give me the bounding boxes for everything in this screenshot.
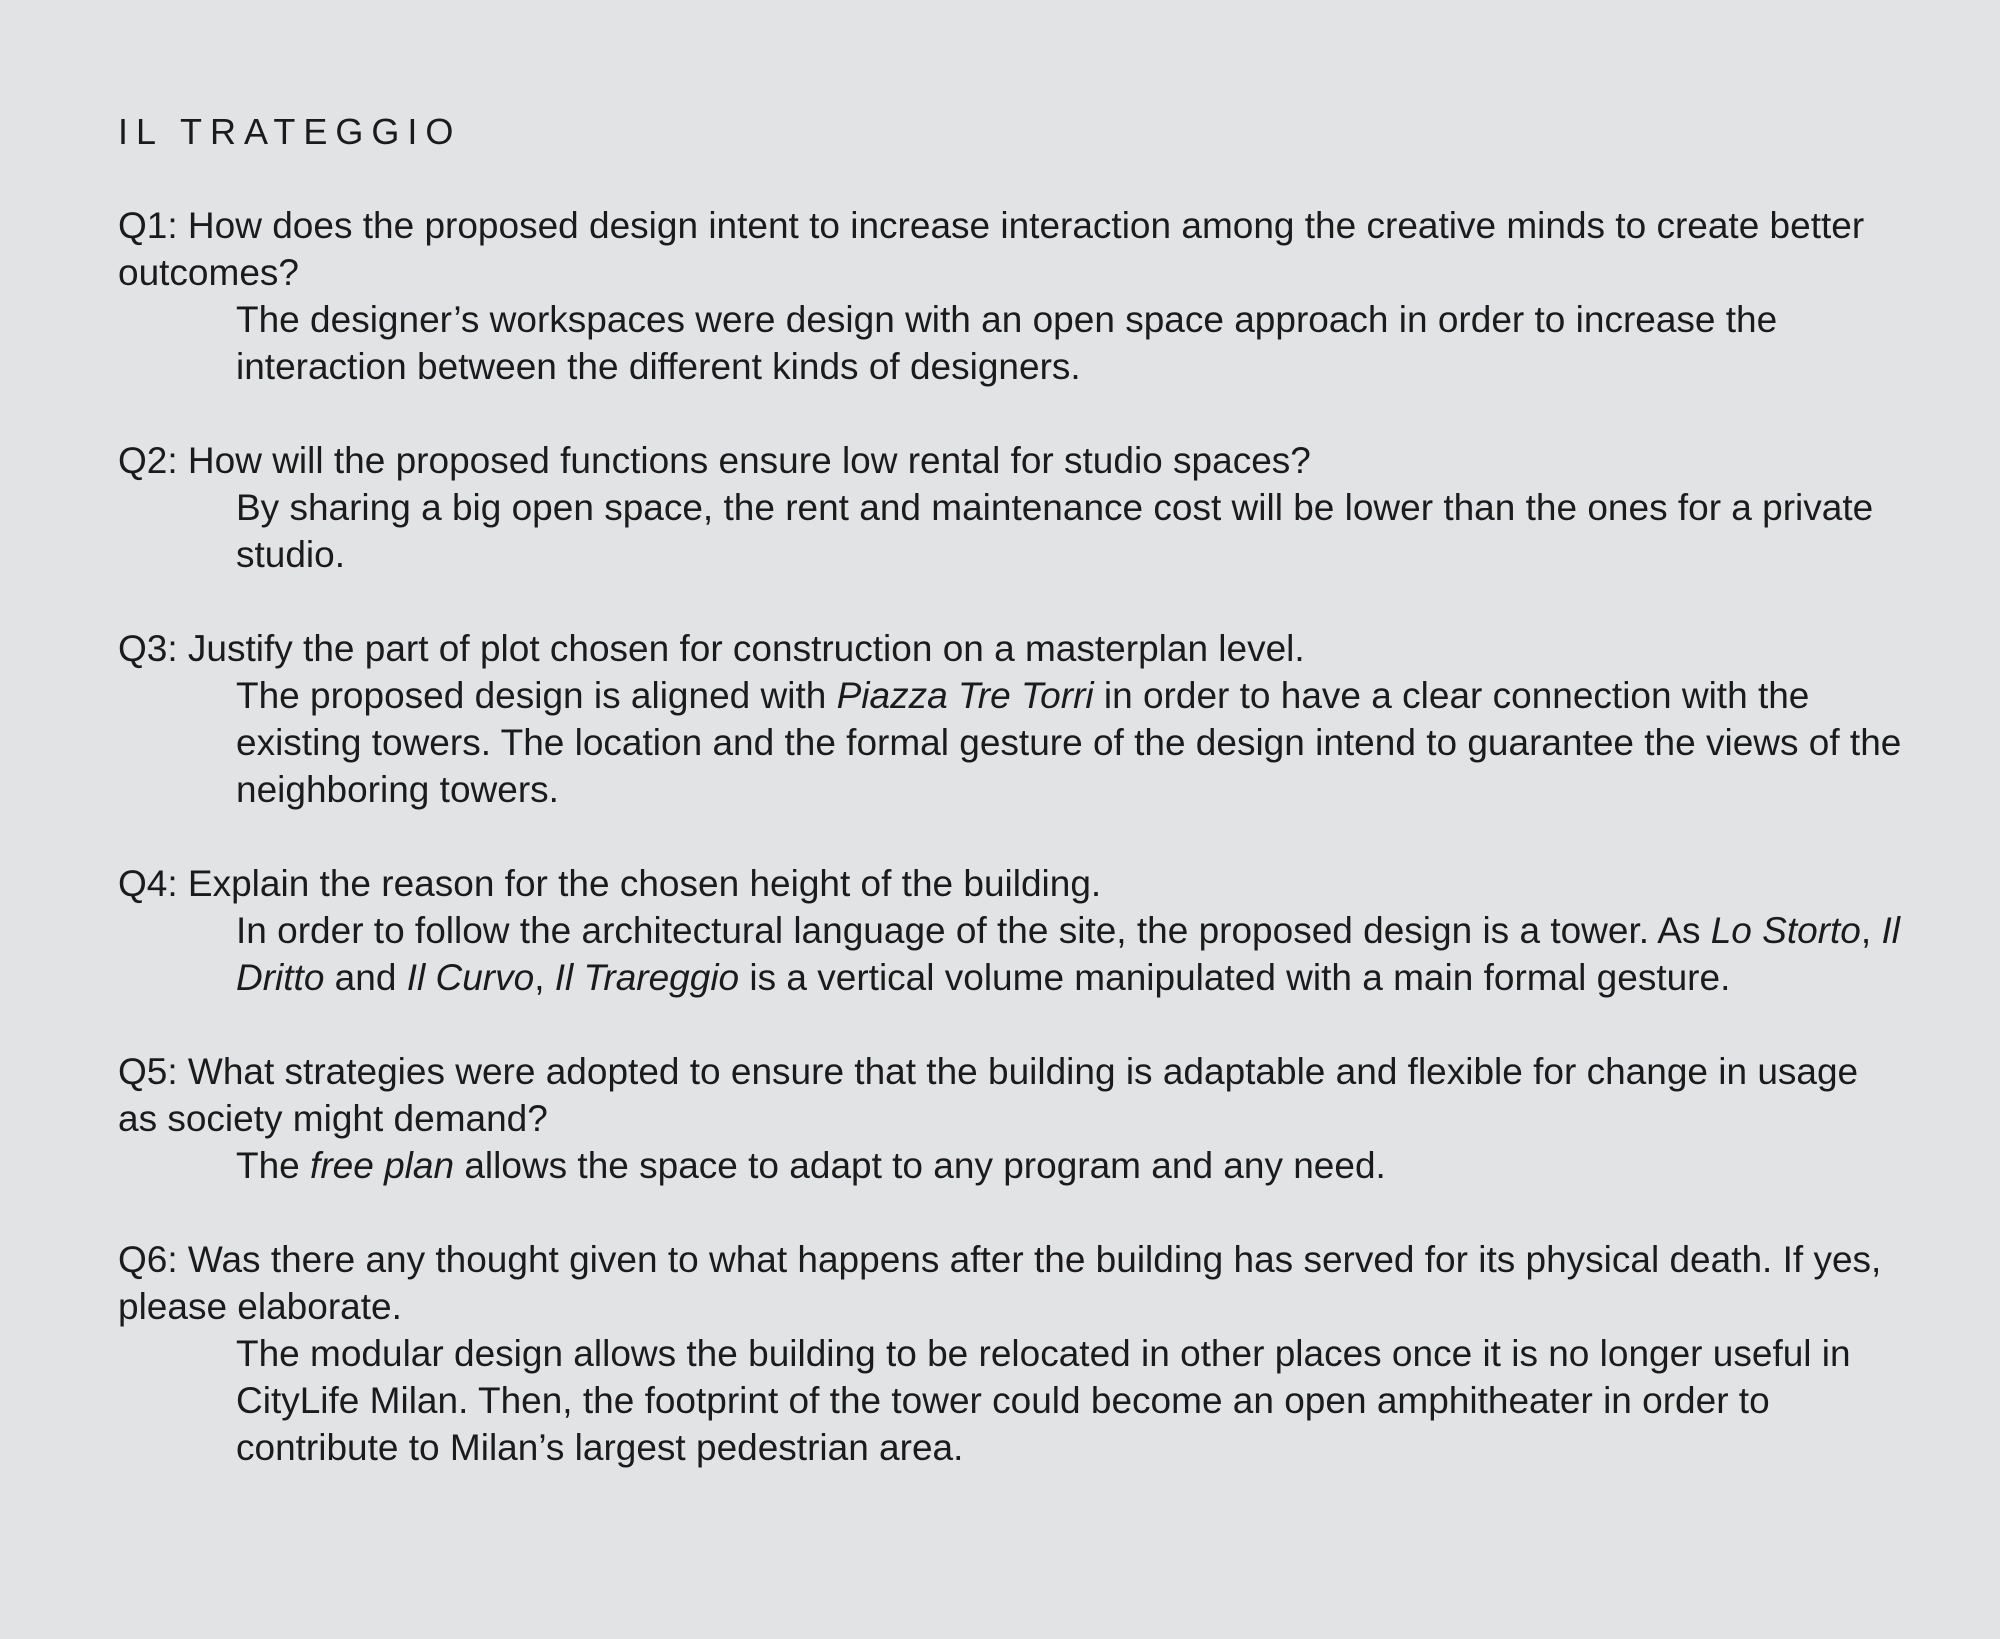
answer-4-italic-name: Il Curvo xyxy=(406,957,535,998)
answer-4-italic-name: Il Trareggio xyxy=(554,957,740,998)
document-title: IL TRATEGGIO xyxy=(118,111,462,152)
answer-1 xyxy=(118,296,1916,390)
answer-3-text-part: The proposed design is aligned with xyxy=(236,675,837,716)
answer-5-text-part: The xyxy=(236,1145,311,1186)
answer-2 xyxy=(118,484,1916,578)
qa-item-2 xyxy=(118,437,1890,578)
answer-5-text-part: allows the space to adapt to any program and any need. xyxy=(454,1145,1386,1186)
answer-6 xyxy=(118,1330,1916,1471)
answer-3-italic-place: Piazza Tre Torri xyxy=(836,675,1094,716)
question-6: Q6: Was there any thought given to what happens after the building has served for its physical death. If yes, please elaborate. xyxy=(118,1239,1882,1327)
answer-4-text-part: In order to follow the architectural language of the site, the proposed design is a tower. As xyxy=(236,910,1711,951)
question-5: Q5: What strategies were adopted to ensure that the building is adaptable and flexible for change in usage as society might demand? xyxy=(118,1051,1859,1139)
answer-4-italic-name: Lo Storto xyxy=(1710,910,1861,951)
qa-item-1 xyxy=(118,202,1890,390)
qa-item-3 xyxy=(118,625,1902,813)
question-2: Q2: How will the proposed functions ensure low rental for studio spaces? xyxy=(118,440,1311,481)
question-3: Q3: Justify the part of plot chosen for construction on a masterplan level. xyxy=(118,628,1305,669)
answer-5 xyxy=(118,1142,1916,1189)
answer-3 xyxy=(118,672,1916,813)
answer-5-italic-term: free plan xyxy=(310,1145,455,1186)
answer-4-text-part: and xyxy=(324,957,407,998)
qa-item-4 xyxy=(118,860,1900,1001)
answer-3-text-part: in order to have a clear connection with the existing towers. The location and the formal gesture of the design intend to guarantee the views of the neighboring towers. xyxy=(236,675,1902,810)
answer-2-text: By sharing a big open space, the rent and maintenance cost will be lower than the ones for a private studio. xyxy=(236,487,1874,575)
question-1: Q1: How does the proposed design intent to increase interaction among the creative minds to create better outcomes? xyxy=(118,205,1865,293)
answer-4-text-part: is a vertical volume manipulated with a main formal gesture. xyxy=(739,957,1731,998)
qa-item-6 xyxy=(118,1236,1890,1471)
answer-1-text: The designer’s workspaces were design with an open space approach in order to increase the interaction between the different kinds of designers. xyxy=(236,299,1778,387)
answer-4-italic-name: Il Dritto xyxy=(236,910,1900,998)
answer-4-text-part: , xyxy=(1860,910,1882,951)
answer-4-text-part: , xyxy=(534,957,555,998)
answer-6-text: The modular design allows the building to be relocated in other places once it is no longer useful in CityLife Milan. Then, the footprint of the tower could become an open amphitheater in order to contribute to Milan’s largest pedestrian area. xyxy=(236,1333,1851,1468)
qa-item-5 xyxy=(118,1048,1890,1189)
answer-4 xyxy=(118,907,1916,1001)
question-4: Q4: Explain the reason for the chosen height of the building. xyxy=(118,863,1102,904)
